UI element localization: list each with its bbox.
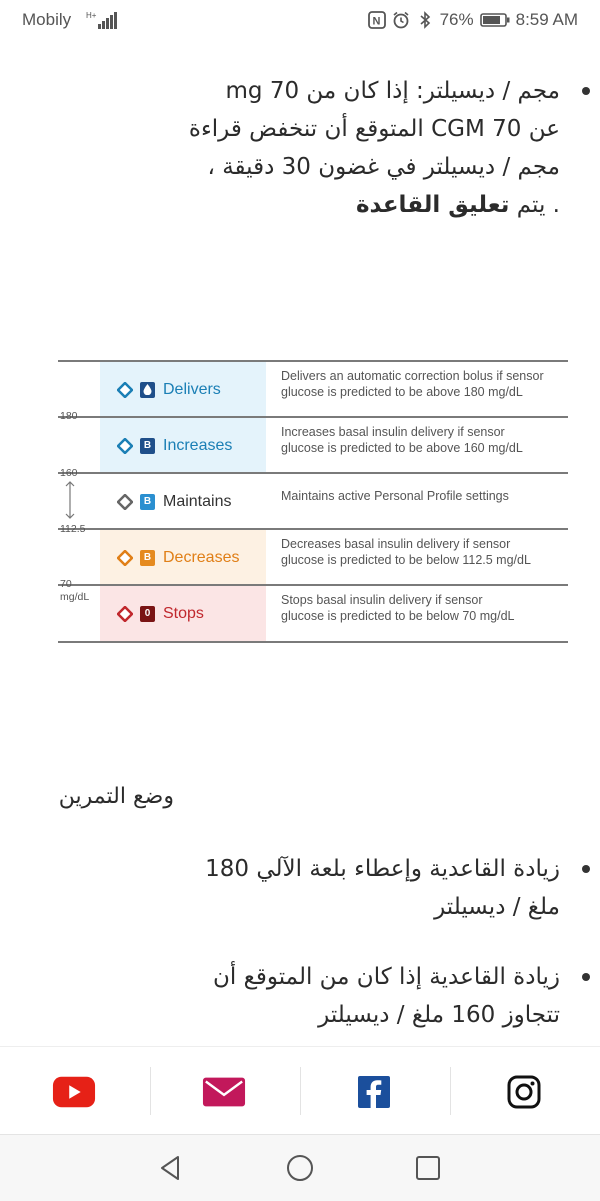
- row-description: [281, 536, 571, 568]
- bullet1-line4-bold: تعليق القاعدة: [355, 192, 510, 218]
- row-decreases: [58, 530, 568, 586]
- drop-icon: [140, 382, 155, 398]
- instagram-button[interactable]: [502, 1075, 546, 1109]
- status-bar: [0, 0, 600, 40]
- stop-zero-icon: 0: [140, 606, 155, 622]
- battery-icon: [480, 12, 510, 28]
- system-nav-bar: [0, 1134, 600, 1201]
- desc-line: Delivers an automatic correction bolus if sensor: [281, 369, 544, 383]
- row-delivers: [58, 362, 568, 418]
- row-tag: [100, 362, 266, 417]
- clock: 8:59 AM: [515, 10, 578, 29]
- desc-line: Maintains active Personal Profile settings: [281, 489, 509, 503]
- diamond-icon: [117, 606, 133, 622]
- share-separator: [300, 1067, 301, 1115]
- facebook-icon: [357, 1075, 391, 1109]
- row-stops: [58, 586, 568, 642]
- email-button[interactable]: [202, 1075, 246, 1109]
- row-tag: [100, 418, 266, 473]
- desc-line: Decreases basal insulin delivery if sensor: [281, 537, 511, 551]
- row-increases: [58, 418, 568, 474]
- row-description: [281, 488, 571, 504]
- alarm-icon: [392, 11, 410, 29]
- diamond-icon: [117, 382, 133, 398]
- row-tag: [100, 586, 266, 641]
- status-right: [368, 10, 578, 30]
- facebook-button[interactable]: [352, 1075, 396, 1109]
- instagram-icon: [507, 1075, 541, 1109]
- desc-line: Increases basal insulin delivery if sensor: [281, 425, 505, 439]
- bullet1-line4: [90, 186, 560, 224]
- row-description: [281, 424, 571, 456]
- bullet3-line2: تتجاوز 160 ملغ / ديسيلتر: [318, 1002, 560, 1028]
- nfc-icon: [368, 11, 386, 29]
- bullet-suspend-basal: [90, 72, 560, 224]
- row-description: [281, 592, 571, 624]
- axis-label-160: 160: [60, 467, 78, 479]
- basal-b-icon: B: [140, 494, 155, 510]
- bullet1-line1: مجم / ديسيلتر: إذا كان من mg 70: [225, 78, 560, 104]
- basal-b-icon: B: [140, 438, 155, 454]
- bluetooth-icon: [416, 11, 434, 29]
- bullet2-line1: زيادة القاعدية وإعطاء بلعة الآلي 180: [205, 856, 560, 882]
- row-name: Decreases: [163, 548, 240, 566]
- row-tag: [100, 530, 266, 585]
- control-iq-diagram: [58, 358, 570, 648]
- signal-icon: [86, 10, 118, 30]
- desc-line: glucose is predicted to be below 70 mg/dL: [281, 609, 515, 623]
- social-share-bar: [0, 1046, 600, 1135]
- row-tag: [100, 474, 266, 529]
- bullet-exercise-basal: [90, 958, 560, 1034]
- desc-line: Stops basal insulin delivery if sensor: [281, 593, 483, 607]
- axis-label-70: 70: [60, 578, 72, 590]
- carrier-name: Mobily: [22, 10, 72, 29]
- row-maintains: [58, 474, 568, 530]
- svg-text:N: N: [372, 15, 381, 28]
- svg-text:H+: H+: [86, 11, 97, 20]
- email-icon: [202, 1076, 246, 1108]
- axis-label-180: 180: [60, 410, 78, 422]
- desc-line: glucose is predicted to be below 112.5 mg/dL: [281, 553, 531, 567]
- bullet3-line1: زيادة القاعدية إذا كان من المتوقع أن: [213, 964, 560, 990]
- back-icon[interactable]: [156, 1153, 186, 1183]
- bullet1-line3: مجم / ديسيلتر في غضون 30 دقيقة ،: [207, 154, 560, 180]
- desc-line: glucose is predicted to be above 180 mg/dL: [281, 385, 523, 399]
- axis-unit: mg/dL: [60, 591, 90, 603]
- bullet2-line2: ملغ / ديسيلتر: [434, 894, 560, 920]
- share-separator: [450, 1067, 451, 1115]
- share-separator: [150, 1067, 151, 1115]
- row-name: Delivers: [163, 380, 221, 398]
- divider-line: [58, 641, 568, 643]
- youtube-button[interactable]: [52, 1075, 96, 1109]
- diamond-icon: [117, 550, 133, 566]
- diamond-icon: [117, 438, 133, 454]
- axis-label-112: 112.5: [60, 523, 86, 535]
- recents-icon[interactable]: [413, 1153, 443, 1183]
- bullet-dot: [582, 865, 590, 873]
- desc-line: glucose is predicted to be above 160 mg/dL: [281, 441, 523, 455]
- row-name: Maintains: [163, 492, 232, 510]
- row-name: Increases: [163, 436, 233, 454]
- bullet1-line4-prefix: . يتم: [509, 192, 560, 218]
- section-title: وضع التمرين: [58, 784, 174, 809]
- diamond-icon: [117, 494, 133, 510]
- bullet-dot: [582, 87, 590, 95]
- youtube-icon: [52, 1075, 96, 1109]
- home-icon[interactable]: [285, 1153, 315, 1183]
- bullet1-line2: عن 70 CGM المتوقع أن تنخفض قراءة: [188, 116, 560, 142]
- row-name: Stops: [163, 604, 204, 622]
- battery-percent: 76%: [439, 10, 474, 29]
- row-description: [281, 368, 571, 400]
- bullet-exercise-bolus: [90, 850, 560, 926]
- basal-b-icon: B: [140, 550, 155, 566]
- bullet-dot: [582, 973, 590, 981]
